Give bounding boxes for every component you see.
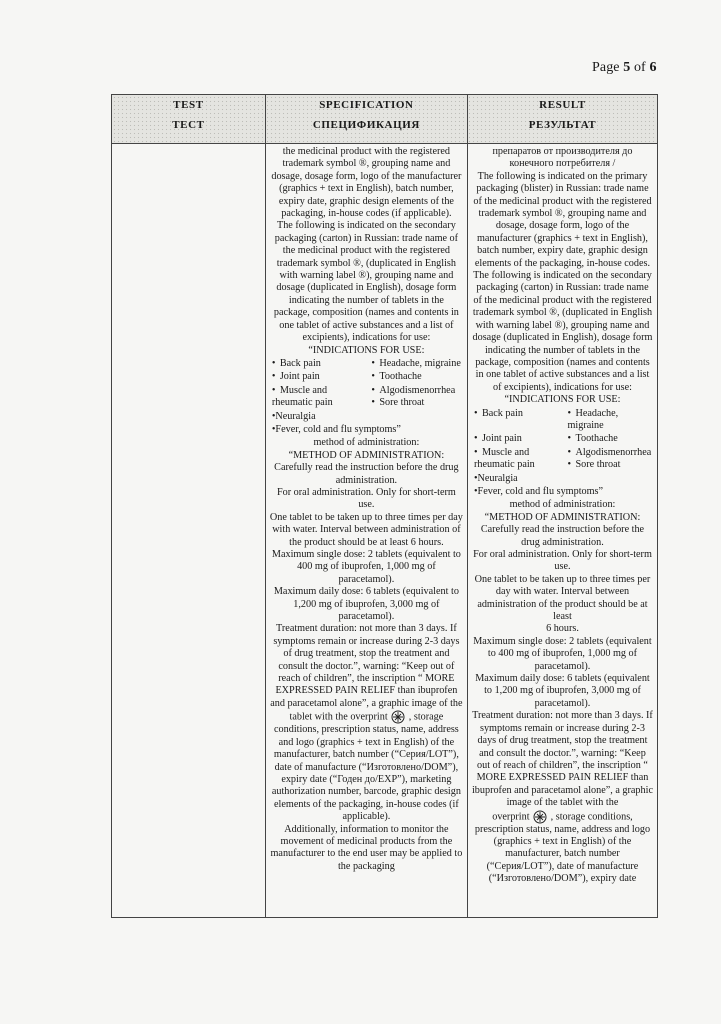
overprint-symbol-icon [532,810,548,824]
spec-method-title: “METHOD OF ADMINISTRATION: [288,449,445,461]
list-item: Algodismenorrhea [575,446,652,458]
list-item: Headache, migraine [567,407,619,431]
test-cell [112,144,266,918]
list-item: Back pain [279,357,321,369]
result-careful: Carefully read the instruction before the drug administration. [480,524,645,548]
spec-additionally: Additionally, information to monitor the movement of medicinal products from the manufacturer to the end user may be applied to the packaging [270,823,463,872]
page-total: 6 [649,60,657,75]
spec-bullet-row: • Back pain • Headache, migraine [271,357,461,369]
result-method-title: “METHOD OF ADMINISTRATION: [484,511,641,523]
page-label: Page [592,60,620,75]
result-one-tablet: One tablet to be taken up to three times per day with water. Interval between administration of the product should be at least [474,573,651,623]
header-test [112,95,266,144]
spec-careful: Carefully read the instruction before the drug administration. [274,462,459,486]
result-bullet-row: • Back pain • Headache, migraine [473,407,619,431]
header-result [467,95,657,144]
result-bullet-row: • Muscle and rheumatic pain • Algodismenorrhea • Sore throat [473,446,652,471]
spec-one-tablet: One tablet to be taken up to three times per day with water. Interval between administration of the product should be at least 6 hours. [269,511,463,548]
spec-oral: For oral administration. Only for short-term use. [276,486,456,511]
list-item: Sore throat [379,397,425,409]
list-item: Joint pain [481,433,522,445]
header-result-en: RESULT [539,99,586,111]
list-item: Back pain [481,407,523,419]
result-overprint-post: , storage conditions, prescription status, name, address and logo (graphics + text in English) of the manufacturer, batch number (“Серия/LOT”), date of manufacture (“Изготовлено/DOM”), expiry date [474,810,651,885]
list-item: Sore throat [575,459,621,471]
page-number [592,60,657,76]
list-item: Algodismenorrhea [379,384,456,396]
list-item: Muscle and rheumatic pain [271,384,333,409]
spec-secondary: The following is indicated on the secondary packaging (carton) in Russian: trade name of the medicinal product with the registered trademark symbol ®, (duplicated in English with warning label ®), grouping name and dosage (duplicated in English), dosage form indicating the number of tablets in the package, composition (names and contents in one tablet of active substances and a list of excipients), indications for use: [273,220,459,344]
spec-bullet-row: • Joint pain • Toothache [271,371,422,383]
header-spec-en: SPECIFICATION [319,99,414,111]
spec-bullet-row: • Muscle and rheumatic pain • Algodismenorrhea • Sore throat [271,384,456,409]
result-hours: 6 hours. [546,623,579,635]
page-of: of [633,60,646,75]
spec-treatment: Treatment duration: not more than 3 days. If symptoms remain or increase during 2-3 days of drug treatment, stop the treatment and consult the doctor.”, warning: “Keep out of reach of children”, the inscription “ MORE EXPRESSED PAIN RELIEF than ibuprofen and paracetamol alone”, a graphic image of the [270,623,463,709]
header-result-ru: РЕЗУЛЬТАТ [528,119,597,131]
specification-table [111,94,658,918]
overprint-symbol-icon [390,710,406,724]
result-cell: препаратов от производителя до конечного потребителя / The following is indicated on the primary packaging (blister) in Russian: trade name of the medicinal product with the registered trademark symbol ®, grouping name and dosage, dosage form, logo of the manufacturer (graphics + text in English), batch number, expiry date, graphic design elements of the packaging, in-house codes. The following is indicated on the secondary packaging (carton) in Russian: trade name of the medicinal product with the registered trademark symbol ®, (duplicated in English with warning label ®), grouping name and dosage (duplicated in English), dosage form indicating the number of tablets in the package, composition (names and contents in one tablet of active substances and a list of excipients), indications for use: “INDICATIONS FOR USE: • Back pain • Headache, migraine • Joint pain • Toothache • Muscle and rheumatic pain • Algodismenorrhea • Sore throat •Neuralgia •Fever, cold and flu symptoms” method of administration: “METHOD OF ADMINISTRATION: Carefully read the instruction before the drug administration. For oral administration. Only for short-term use. One tablet to be taken up to three times per day with water. Interval between administration of the product should be at least 6 hours. Maximum single dose: 2 tablets (equivalent to 400 mg of ibuprofen, 1,000 mg of paracetamol). Maximum daily dose: 6 tablets (equivalent to 1,200 mg of ibuprofen, 3,000 mg of paracetamol). Treatment duration: not more than 3 days. If symptoms remain or increase during 2-3 days of drug treatment, stop the treatment and consult the doctor.”, warning: “Keep out of reach of children”, the inscription “ MORE EXPRESSED PAIN RELIEF than ibuprofen and paracetamol alone”, a graphic image of the tablet with the overprint , storage conditions, prescription status, name, address and logo (graphics + text in English) of the manufacturer, batch number (“Серия/LOT”), date of manufacture (“Изготовлено/DOM”), expiry date [467,144,657,918]
result-max-daily: Maximum daily dose: 6 tablets (equivalent to 1,200 mg of ibuprofen, 3,000 mg of paracetamol). [475,673,650,709]
list-item: Joint pain [279,371,320,383]
header-test-en: TEST [173,99,204,111]
list-item: Toothache [575,433,618,445]
page-current: 5 [623,60,631,75]
result-secondary: The following is indicated on the secondary packaging (carton) in Russian: trade name of the medicinal product with the registered trademark symbol ®, (duplicated in English with warning label ®), grouping name and dosage (duplicated in English), dosage form indicating the number of tablets in the package, composition (names and contents in one tablet of active substances and a list of excipients), indications for use: [472,270,653,393]
result-max-single: Maximum single dose: 2 tablets (equivalent to 400 mg of ibuprofen, 1,000 mg of paracetamol). [473,635,652,672]
result-treatment: Treatment duration: not more than 3 days. If symptoms remain or increase during 2-3 days of drug treatment, stop the treatment and consult the doctor.”, warning: “Keep out of reach of children”, the inscription “ MORE EXPRESSED PAIN RELIEF than ibuprofen and paracetamol alone”, a graphic image of the tablet with the [471,710,653,809]
spec-method-intro: method of administration: [313,437,420,449]
header-spec [265,95,467,144]
header-test-ru: ТЕСТ [172,119,205,131]
list-item: Toothache [379,371,422,383]
spec-cell: the medicinal product with the registered trademark symbol ®, grouping name and dosage, dosage form, logo of the manufacturer (graphics + text in English), batch number, expiry date, graphic design elements of the packaging, in-house codes (if applicable). The following is indicated on the secondary packaging (carton) in Russian: trade name of the medicinal product with the registered trademark symbol ®, (duplicated in English with warning label ®), grouping name and dosage (duplicated in English), dosage form indicating the number of tablets in the package, composition (names and contents in one tablet of active substances and a list of excipients), indications for use: “INDICATIONS FOR USE: • Back pain • Headache, migraine • Joint pain • Toothache • Muscle and rheumatic pain • Algodismenorrhea • Sore throat •Neuralgia •Fever, cold and flu symptoms” method of administration: “METHOD OF ADMINISTRATION: Carefully read the instruction before the drug administration. For oral administration. Only for short-term use. One tablet to be taken up to three times per day with water. Interval between administration of the product should be at least 6 hours. Maximum single dose: 2 tablets (equivalent to 400 mg of ibuprofen, 1,000 mg of paracetamol). Maximum daily dose: 6 tablets (equivalent to 1,200 mg of ibuprofen, 3,000 mg of paracetamol). Treatment duration: not more than 3 days. If symptoms remain or increase during 2-3 days of drug treatment, stop the treatment and consult the doctor.”, warning: “Keep out of reach of children”, the inscription “ MORE EXPRESSED PAIN RELIEF than ibuprofen and paracetamol alone”, a graphic image of the tablet with the overprint , storage conditions, prescription status, name, address and logo (graphics + text in English) of the manufacturer, batch number (“Серия/LOT”), date of manufacture (“Изготовлено/DOM”), expiry date (“Годен до/EXP”), marketing authorization number, barcode, graphic design elements of the packaging, in-house codes (if applicable). Additionally, information to monitor the movement of medicinal products from the manufacturer to the end user may be applied to the packaging [265,144,467,918]
result-indications-title: “INDICATIONS FOR USE: [504,394,621,406]
spec-intro: the medicinal product with the registered trademark symbol ®, grouping name and dosage, dosage form, logo of the manufacturer (graphics + text in English), batch number, expiry date, graphic design elements of the packaging, in-house codes (if applicable). [271,146,462,220]
list-item: Muscle and rheumatic pain [473,446,535,471]
list-item: Neuralgia [275,410,316,422]
spec-max-single: Maximum single dose: 2 tablets (equivalent to 400 mg of ibuprofen, 1,000 mg of paracetamol). [271,549,461,585]
result-primary: The following is indicated on the primary packaging (blister) in Russian: trade name of the medicinal product with the registered trademark symbol ®, grouping name and dosage, dosage form, logo of the manufacturer (graphics + text in English), batch number, expiry date, graphic design elements of the packaging, in-house codes. [473,170,652,269]
result-overprint-pre: overprint [492,810,530,822]
result-bullet-row: • Joint pain • Toothache [473,433,618,445]
result-oral: For oral administration. Only for short-term use. [473,549,652,573]
result-method-intro: method of administration: [509,499,616,511]
spec-indications-title: “INDICATIONS FOR USE: [308,344,425,356]
list-item: Neuralgia [477,472,518,484]
list-item: Headache, migraine [379,357,461,369]
list-item: Fever, cold and flu symptoms” [275,423,401,435]
header-spec-ru: СПЕЦИФИКАЦИЯ [312,119,420,131]
spec-max-daily: Maximum daily dose: 6 tablets (equivalent to 1,200 mg of ibuprofen, 3,000 mg of paracetamol). [273,586,459,623]
result-intro: препаратов от производителя до конечного потребителя / [492,146,633,170]
spec-tablet-pre: tablet with the overprint [289,711,388,723]
list-item: Fever, cold and flu symptoms” [477,485,604,497]
spec-tablet-post: , storage conditions, prescription status, name, address and logo (graphics + text in English) of the manufacturer, batch number (“Серия/LOT”), date of manufacture (“Изготовлено/DOM”), expiry date (“Годен до/EXP”), marketing authorization number, barcode, graphic design elements of the packaging, in-house codes (if applicable). [271,711,461,823]
